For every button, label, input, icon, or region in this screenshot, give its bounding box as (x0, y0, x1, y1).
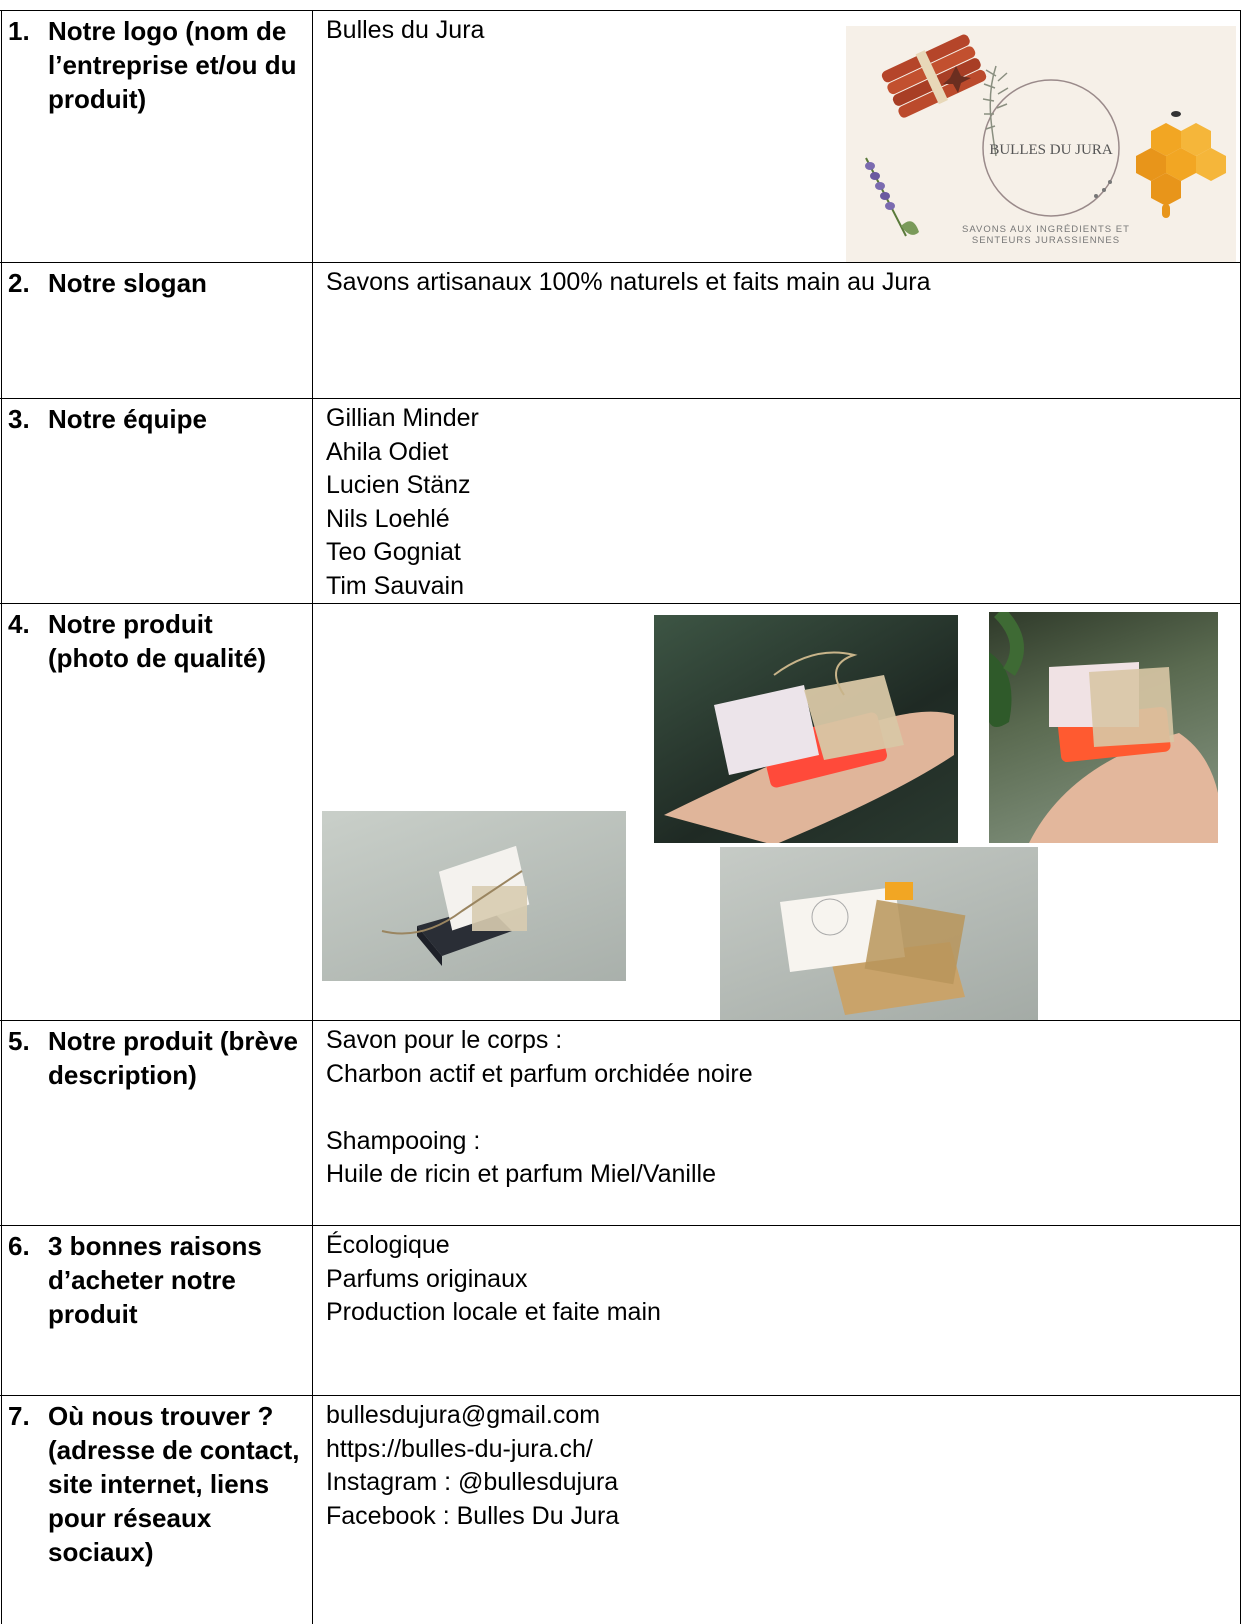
row-number: 1. (8, 16, 30, 46)
contact-instagram[interactable]: Instagram : @bullesdujura (326, 1468, 619, 1496)
lavender-icon (865, 158, 919, 236)
description-line: Shampooing : (326, 1126, 481, 1155)
soap-miel-vanille-photo (720, 847, 1038, 1020)
row-number: 2. (8, 268, 30, 298)
row-label-contact (8, 1399, 304, 1569)
row-label-team (8, 402, 304, 436)
row-divider (0, 398, 1240, 399)
team-member: Lucien Stänz (326, 471, 471, 499)
row-divider (0, 1395, 1240, 1396)
reason-item: Production locale et faite main (326, 1298, 661, 1326)
table-border-left (1, 10, 2, 1624)
company-name: Bulles du Jura (326, 16, 485, 44)
row-label-slogan (8, 266, 304, 300)
row-label-logo (8, 14, 304, 116)
row-value-logo (326, 14, 484, 48)
description-line: Huile de ricin et parfum Miel/Vanille (326, 1160, 716, 1188)
reason-item: Parfums originaux (326, 1264, 528, 1293)
team-member: Teo Gogniat (326, 538, 461, 566)
slogan-text: Savons artisanaux 100% naturels et faits main au Jura (326, 268, 931, 296)
logo-tagline-2: SENTEURS JURASSIENNES (971, 235, 1121, 246)
row-label-text: 3 bonnes raisons d’acheter notre produit (48, 1231, 262, 1329)
row-number: 6. (8, 1231, 30, 1261)
row-label-text: Notre équipe (48, 404, 207, 434)
honeycomb-icon (1136, 111, 1226, 218)
row-label-text: Notre slogan (48, 268, 207, 298)
row-label-text: Notre produit (brève description) (48, 1026, 298, 1090)
table-border-right (1240, 10, 1241, 1624)
row-value-description (326, 1024, 753, 1192)
row-label-reasons (8, 1229, 304, 1331)
row-label-text: Notre logo (nom de l’entreprise et/ou du produit) (48, 16, 297, 114)
reason-item: Écologique (326, 1231, 450, 1259)
contact-email[interactable]: bullesdujura@gmail.com (326, 1401, 601, 1429)
description-line: Savon pour le corps : (326, 1026, 563, 1054)
row-divider (0, 10, 1240, 11)
table-column-divider (312, 10, 313, 1624)
row-value-slogan (326, 266, 931, 300)
logo-image (846, 26, 1236, 262)
row-label-text: Notre produit (photo de qualité) (48, 609, 267, 673)
soap-charcoal-photo (322, 811, 626, 981)
row-label-description (8, 1024, 304, 1092)
team-member: Ahila Odiet (326, 437, 449, 466)
description-line: Charbon actif et parfum orchidée noire (326, 1059, 753, 1088)
contact-website-link[interactable]: https://bulles-du-jura.ch/ (326, 1434, 593, 1463)
row-label-text: Où nous trouver ? (adresse de contact, site internet, liens pour réseaux sociaux) (48, 1401, 300, 1567)
description-spacer (326, 1091, 753, 1125)
row-value-contact (326, 1399, 619, 1533)
row-number: 4. (8, 609, 30, 639)
row-divider (0, 1020, 1240, 1021)
team-member: Nils Loehlé (326, 504, 450, 533)
row-number: 7. (8, 1401, 30, 1431)
row-divider (0, 603, 1240, 604)
logo-brand-text: BULLES DU JURA (989, 142, 1113, 158)
soap-hand-photo (654, 615, 958, 843)
row-value-reasons (326, 1229, 661, 1330)
row-label-photo (8, 607, 304, 675)
contact-facebook[interactable]: Facebook : Bulles Du Jura (326, 1501, 620, 1530)
team-member: Gillian Minder (326, 404, 479, 432)
logo-tagline-1: SAVONS AUX INGRÉDIENTS ET (962, 224, 1130, 235)
row-divider (0, 1225, 1240, 1226)
soap-hand-photo-2 (989, 612, 1218, 843)
row-divider (0, 262, 1240, 263)
row-value-team (326, 402, 479, 603)
team-member: Tim Sauvain (326, 571, 465, 600)
row-number: 5. (8, 1026, 30, 1056)
row-number: 3. (8, 404, 30, 434)
cinnamon-icon (879, 31, 988, 121)
